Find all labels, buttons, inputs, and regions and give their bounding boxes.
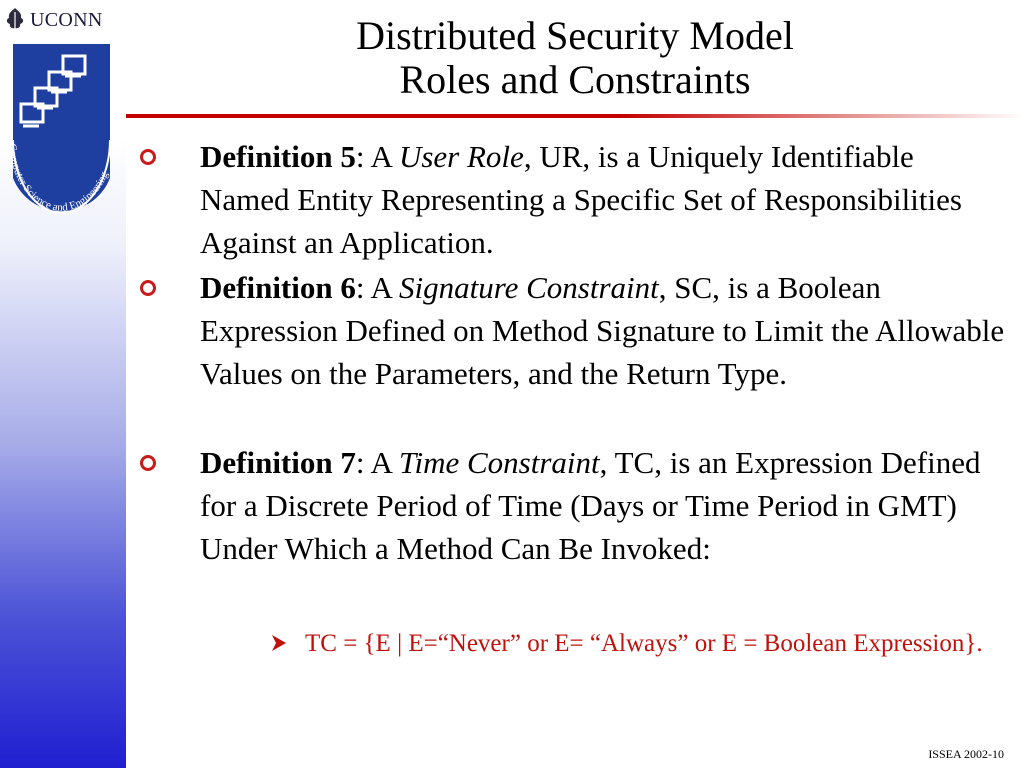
seal-text: Computer Science and Engineering <box>6 143 111 214</box>
definition-text: : A <box>355 270 399 305</box>
slide-footer: ISSEA 2002-10 <box>928 747 1004 761</box>
definition-text: , UR, is a Uniquely Identifiable Named Entity Representing a Specific Set of Responsibilities Against an Application. <box>200 139 962 260</box>
definition-text: : A <box>355 445 399 480</box>
definition-text: : A <box>355 139 399 174</box>
definition-6 <box>200 266 1010 395</box>
definition-label: Definition 6 <box>200 270 356 305</box>
definition-text: , TC, is an Expression Defined for a Discrete Period of Time (Days or Time Period in GMT) Under Which a Method Can Be Invoked: <box>200 445 981 566</box>
slide-title-line1: Distributed Security Model <box>356 13 794 58</box>
time-constraint-formula: TC = {E | E=“Never” or E= “Always” or E = Boolean Expression}. <box>305 630 983 657</box>
oak-leaf-icon <box>4 7 26 33</box>
cse-seal <box>3 40 120 228</box>
bullet-icon <box>140 149 156 165</box>
definition-text: , SC, is a Boolean Expression Defined on Method Signature to Limit the Allowable Values on the Parameters, and the Return Type. <box>200 270 1005 391</box>
definition-5 <box>200 135 1010 264</box>
bullet-icon <box>140 455 156 471</box>
university-name: UCONN <box>30 8 103 31</box>
definition-label: Definition 7 <box>200 445 356 480</box>
definition-7 <box>200 441 1010 570</box>
definition-term: Time Constraint <box>398 445 600 480</box>
arrow-bullet-icon <box>270 633 288 653</box>
title-divider <box>126 114 1024 118</box>
slide-title-line2: Roles and Constraints <box>399 57 751 102</box>
definition-label: Definition 5 <box>200 139 356 174</box>
definition-term: Signature Constraint <box>398 270 659 305</box>
bullet-icon <box>140 280 156 296</box>
uconn-logo <box>4 6 103 34</box>
definition-term: User Role <box>398 139 524 174</box>
